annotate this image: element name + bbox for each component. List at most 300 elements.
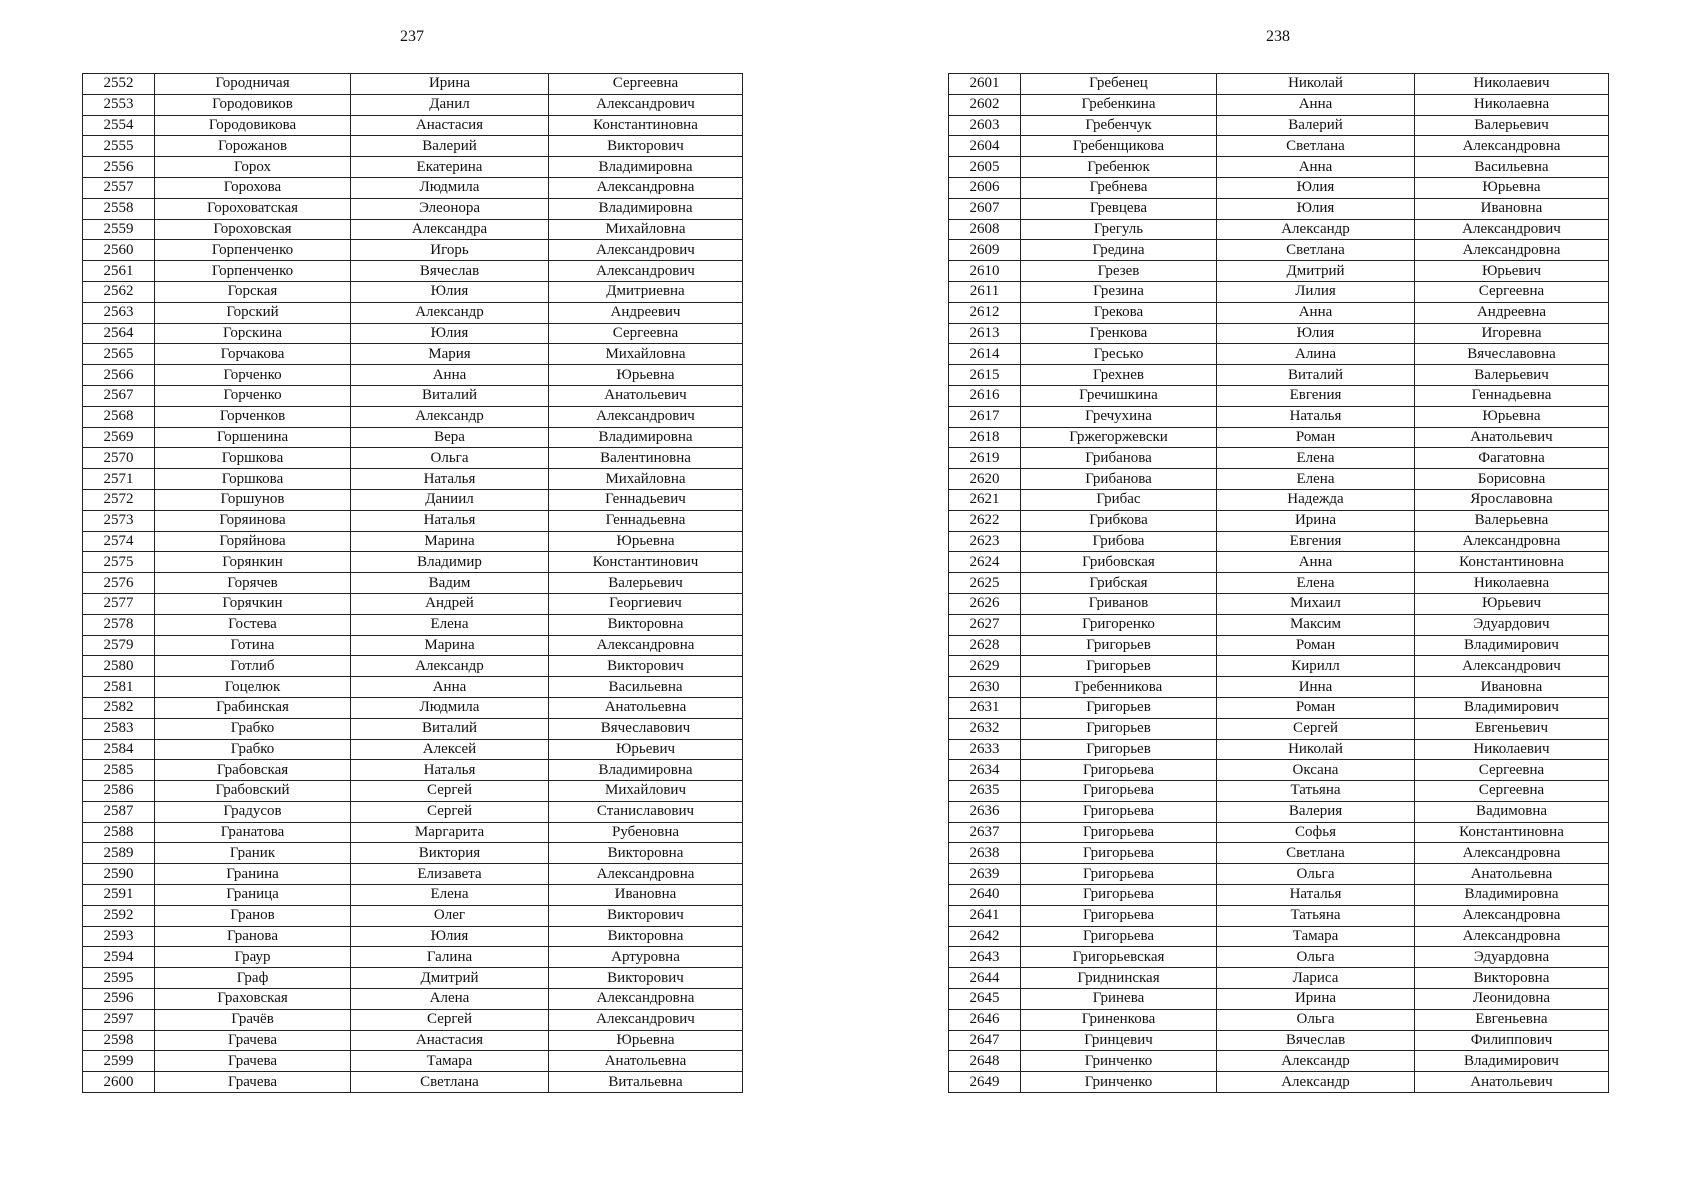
first-name-cell: Виталий: [1217, 365, 1415, 386]
table-row: [949, 1030, 1609, 1051]
row-number-cell: 2580: [83, 656, 155, 677]
patronymic-cell: Михайловна: [549, 219, 743, 240]
patronymic-cell: Игоревна: [1415, 323, 1609, 344]
row-number-cell: 2575: [83, 552, 155, 573]
table-row: [83, 1072, 743, 1093]
table-row: [949, 448, 1609, 469]
table-row: [949, 365, 1609, 386]
last-name-cell: Горшкова: [155, 469, 351, 490]
row-number-cell: 2590: [83, 864, 155, 885]
last-name-cell: Гребенец: [1021, 74, 1217, 95]
patronymic-cell: Витальевна: [549, 1072, 743, 1093]
first-name-cell: Алексей: [351, 739, 549, 760]
first-name-cell: Ольга: [1217, 864, 1415, 885]
first-name-cell: Валерия: [1217, 801, 1415, 822]
table-row: [83, 1030, 743, 1051]
patronymic-cell: Ивановна: [549, 885, 743, 906]
patronymic-cell: Ярославовна: [1415, 489, 1609, 510]
row-number-cell: 2572: [83, 489, 155, 510]
table-row: [949, 905, 1609, 926]
first-name-cell: Марина: [351, 635, 549, 656]
patronymic-cell: Валерьевич: [1415, 115, 1609, 136]
patronymic-cell: Валерьевна: [1415, 510, 1609, 531]
table-row: [949, 926, 1609, 947]
row-number-cell: 2634: [949, 760, 1021, 781]
row-number-cell: 2614: [949, 344, 1021, 365]
first-name-cell: Александр: [1217, 1051, 1415, 1072]
row-number-cell: 2557: [83, 177, 155, 198]
row-number-cell: 2552: [83, 74, 155, 95]
first-name-cell: Роман: [1217, 427, 1415, 448]
first-name-cell: Михаил: [1217, 593, 1415, 614]
patronymic-cell: Михайлович: [549, 781, 743, 802]
last-name-cell: Гринева: [1021, 989, 1217, 1010]
last-name-cell: Горяинова: [155, 510, 351, 531]
last-name-cell: Гречухина: [1021, 406, 1217, 427]
patronymic-cell: Евгеньевна: [1415, 1009, 1609, 1030]
row-number-cell: 2643: [949, 947, 1021, 968]
last-name-cell: Грезев: [1021, 261, 1217, 282]
row-number-cell: 2637: [949, 822, 1021, 843]
table-row: [83, 593, 743, 614]
last-name-cell: Гриванов: [1021, 593, 1217, 614]
first-name-cell: Максим: [1217, 614, 1415, 635]
table-row: [83, 926, 743, 947]
last-name-cell: Городовикова: [155, 115, 351, 136]
table-row: [83, 448, 743, 469]
last-name-cell: Горченко: [155, 365, 351, 386]
row-number-cell: 2605: [949, 157, 1021, 178]
last-name-cell: Гранатова: [155, 822, 351, 843]
registry-table-body: [83, 74, 743, 1093]
row-number-cell: 2585: [83, 760, 155, 781]
last-name-cell: Гребенчук: [1021, 115, 1217, 136]
last-name-cell: Горпенченко: [155, 261, 351, 282]
patronymic-cell: Викторовна: [549, 926, 743, 947]
first-name-cell: Ольга: [351, 448, 549, 469]
table-row: [949, 323, 1609, 344]
table-row: [949, 385, 1609, 406]
patronymic-cell: Юрьевна: [549, 365, 743, 386]
last-name-cell: Гриненкова: [1021, 1009, 1217, 1030]
table-row: [83, 822, 743, 843]
row-number-cell: 2593: [83, 926, 155, 947]
table-row: [83, 552, 743, 573]
first-name-cell: Анна: [1217, 302, 1415, 323]
row-number-cell: 2558: [83, 198, 155, 219]
last-name-cell: Григорьева: [1021, 822, 1217, 843]
table-row: [83, 697, 743, 718]
patronymic-cell: Сергеевна: [1415, 760, 1609, 781]
patronymic-cell: Александровна: [549, 864, 743, 885]
page-number: 238: [1266, 28, 1290, 45]
patronymic-cell: Вячеславовна: [1415, 344, 1609, 365]
row-number-cell: 2628: [949, 635, 1021, 656]
first-name-cell: Элеонора: [351, 198, 549, 219]
row-number-cell: 2649: [949, 1072, 1021, 1093]
last-name-cell: Грабко: [155, 739, 351, 760]
last-name-cell: Григорьев: [1021, 718, 1217, 739]
row-number-cell: 2611: [949, 281, 1021, 302]
patronymic-cell: Анатольевна: [549, 697, 743, 718]
first-name-cell: Анна: [351, 365, 549, 386]
table-row: [949, 781, 1609, 802]
last-name-cell: Гресько: [1021, 344, 1217, 365]
patronymic-cell: Юрьевич: [1415, 593, 1609, 614]
row-number-cell: 2610: [949, 261, 1021, 282]
table-row: [83, 115, 743, 136]
row-number-cell: 2579: [83, 635, 155, 656]
last-name-cell: Граф: [155, 968, 351, 989]
last-name-cell: Гостева: [155, 614, 351, 635]
row-number-cell: 2559: [83, 219, 155, 240]
last-name-cell: Григорьевская: [1021, 947, 1217, 968]
row-number-cell: 2588: [83, 822, 155, 843]
last-name-cell: Григорьев: [1021, 635, 1217, 656]
first-name-cell: Вера: [351, 427, 549, 448]
patronymic-cell: Константиновна: [549, 115, 743, 136]
table-row: [83, 801, 743, 822]
first-name-cell: Наталья: [1217, 885, 1415, 906]
row-number-cell: 2584: [83, 739, 155, 760]
last-name-cell: Гоцелюк: [155, 677, 351, 698]
first-name-cell: Елена: [351, 614, 549, 635]
row-number-cell: 2608: [949, 219, 1021, 240]
table-row: [949, 157, 1609, 178]
last-name-cell: Грабинская: [155, 697, 351, 718]
table-row: [949, 177, 1609, 198]
patronymic-cell: Николаевич: [1415, 74, 1609, 95]
last-name-cell: Григорьева: [1021, 843, 1217, 864]
patronymic-cell: Александровна: [1415, 136, 1609, 157]
patronymic-cell: Анатольевич: [1415, 427, 1609, 448]
last-name-cell: Грибанова: [1021, 448, 1217, 469]
patronymic-cell: Викторович: [549, 968, 743, 989]
patronymic-cell: Викторовна: [549, 843, 743, 864]
first-name-cell: Сергей: [351, 801, 549, 822]
first-name-cell: Валерий: [351, 136, 549, 157]
last-name-cell: Горпенченко: [155, 240, 351, 261]
row-number-cell: 2598: [83, 1030, 155, 1051]
table-row: [83, 968, 743, 989]
table-row: [83, 240, 743, 261]
patronymic-cell: Анатольевна: [549, 1051, 743, 1072]
row-number-cell: 2577: [83, 593, 155, 614]
row-number-cell: 2639: [949, 864, 1021, 885]
last-name-cell: Градусов: [155, 801, 351, 822]
table-row: [83, 157, 743, 178]
last-name-cell: Горохова: [155, 177, 351, 198]
patronymic-cell: Николаевич: [1415, 739, 1609, 760]
patronymic-cell: Викторовна: [1415, 968, 1609, 989]
last-name-cell: Григорьева: [1021, 781, 1217, 802]
row-number-cell: 2599: [83, 1051, 155, 1072]
last-name-cell: Городничая: [155, 74, 351, 95]
first-name-cell: Роман: [1217, 697, 1415, 718]
table-row: [83, 406, 743, 427]
first-name-cell: Вячеслав: [351, 261, 549, 282]
last-name-cell: Гребенникова: [1021, 677, 1217, 698]
patronymic-cell: Юрьевна: [549, 531, 743, 552]
table-row: [83, 302, 743, 323]
row-number-cell: 2596: [83, 989, 155, 1010]
last-name-cell: Горшенина: [155, 427, 351, 448]
table-row: [949, 614, 1609, 635]
first-name-cell: Елизавета: [351, 864, 549, 885]
row-number-cell: 2642: [949, 926, 1021, 947]
table-row: [949, 406, 1609, 427]
last-name-cell: Григорьев: [1021, 697, 1217, 718]
table-row: [83, 843, 743, 864]
patronymic-cell: Геннадьевна: [549, 510, 743, 531]
table-row: [83, 989, 743, 1010]
table-row: [83, 136, 743, 157]
patronymic-cell: Юрьевна: [1415, 406, 1609, 427]
row-number-cell: 2625: [949, 573, 1021, 594]
first-name-cell: Екатерина: [351, 157, 549, 178]
row-number-cell: 2597: [83, 1009, 155, 1030]
first-name-cell: Юлия: [1217, 177, 1415, 198]
patronymic-cell: Николаевна: [1415, 573, 1609, 594]
row-number-cell: 2554: [83, 115, 155, 136]
last-name-cell: Грегуль: [1021, 219, 1217, 240]
patronymic-cell: Михайловна: [549, 344, 743, 365]
first-name-cell: Юлия: [351, 926, 549, 947]
row-number-cell: 2620: [949, 469, 1021, 490]
first-name-cell: Александра: [351, 219, 549, 240]
first-name-cell: Сергей: [351, 781, 549, 802]
row-number-cell: 2565: [83, 344, 155, 365]
first-name-cell: Людмила: [351, 177, 549, 198]
first-name-cell: Виталий: [351, 385, 549, 406]
row-number-cell: 2616: [949, 385, 1021, 406]
last-name-cell: Гречишкина: [1021, 385, 1217, 406]
first-name-cell: Алина: [1217, 344, 1415, 365]
table-row: [949, 510, 1609, 531]
first-name-cell: Лилия: [1217, 281, 1415, 302]
table-row: [83, 885, 743, 906]
last-name-cell: Григорьев: [1021, 656, 1217, 677]
last-name-cell: Грибская: [1021, 573, 1217, 594]
table-row: [83, 385, 743, 406]
first-name-cell: Елена: [351, 885, 549, 906]
last-name-cell: Гржегоржевски: [1021, 427, 1217, 448]
first-name-cell: Александр: [1217, 219, 1415, 240]
table-row: [949, 219, 1609, 240]
patronymic-cell: Владимирович: [1415, 1051, 1609, 1072]
table-row: [83, 94, 743, 115]
table-row: [949, 469, 1609, 490]
first-name-cell: Алена: [351, 989, 549, 1010]
row-number-cell: 2581: [83, 677, 155, 698]
row-number-cell: 2630: [949, 677, 1021, 698]
row-number-cell: 2562: [83, 281, 155, 302]
table-row: [949, 552, 1609, 573]
last-name-cell: Гренкова: [1021, 323, 1217, 344]
patronymic-cell: Александрович: [1415, 656, 1609, 677]
table-row: [949, 1009, 1609, 1030]
last-name-cell: Грекова: [1021, 302, 1217, 323]
table-row: [949, 115, 1609, 136]
last-name-cell: Грабовский: [155, 781, 351, 802]
row-number-cell: 2561: [83, 261, 155, 282]
row-number-cell: 2555: [83, 136, 155, 157]
registry-table-body: [949, 74, 1609, 1093]
row-number-cell: 2627: [949, 614, 1021, 635]
first-name-cell: Вячеслав: [1217, 1030, 1415, 1051]
table-row: [949, 74, 1609, 95]
table-row: [83, 177, 743, 198]
table-row: [949, 739, 1609, 760]
patronymic-cell: Александровна: [1415, 843, 1609, 864]
table-row: [949, 489, 1609, 510]
row-number-cell: 2622: [949, 510, 1021, 531]
first-name-cell: Андрей: [351, 593, 549, 614]
last-name-cell: Граховская: [155, 989, 351, 1010]
row-number-cell: 2640: [949, 885, 1021, 906]
table-row: [949, 677, 1609, 698]
row-number-cell: 2626: [949, 593, 1021, 614]
patronymic-cell: Ивановна: [1415, 677, 1609, 698]
last-name-cell: Гринченко: [1021, 1072, 1217, 1093]
patronymic-cell: Васильевна: [549, 677, 743, 698]
patronymic-cell: Владимирович: [1415, 697, 1609, 718]
row-number-cell: 2621: [949, 489, 1021, 510]
first-name-cell: Татьяна: [1217, 905, 1415, 926]
patronymic-cell: Александровна: [1415, 240, 1609, 261]
last-name-cell: Григорьев: [1021, 739, 1217, 760]
patronymic-cell: Геннадьевич: [549, 489, 743, 510]
patronymic-cell: Юрьевна: [1415, 177, 1609, 198]
row-number-cell: 2553: [83, 94, 155, 115]
table-row: [949, 697, 1609, 718]
last-name-cell: Григорьева: [1021, 905, 1217, 926]
last-name-cell: Гринченко: [1021, 1051, 1217, 1072]
patronymic-cell: Сергеевна: [1415, 281, 1609, 302]
first-name-cell: Александр: [351, 302, 549, 323]
patronymic-cell: Артуровна: [549, 947, 743, 968]
row-number-cell: 2645: [949, 989, 1021, 1010]
first-name-cell: Александр: [1217, 1072, 1415, 1093]
row-number-cell: 2635: [949, 781, 1021, 802]
first-name-cell: Роман: [1217, 635, 1415, 656]
first-name-cell: Игорь: [351, 240, 549, 261]
last-name-cell: Горскина: [155, 323, 351, 344]
table-row: [83, 677, 743, 698]
row-number-cell: 2592: [83, 905, 155, 926]
table-row: [83, 739, 743, 760]
table-row: [949, 94, 1609, 115]
patronymic-cell: Юрьевич: [549, 739, 743, 760]
table-row: [949, 1051, 1609, 1072]
patronymic-cell: Юрьевна: [549, 1030, 743, 1051]
patronymic-cell: Станиславович: [549, 801, 743, 822]
first-name-cell: Валерий: [1217, 115, 1415, 136]
table-row: [83, 905, 743, 926]
patronymic-cell: Валерьевич: [1415, 365, 1609, 386]
patronymic-cell: Владимировна: [549, 760, 743, 781]
first-name-cell: Мария: [351, 344, 549, 365]
first-name-cell: Дмитрий: [351, 968, 549, 989]
table-row: [949, 989, 1609, 1010]
first-name-cell: Наталья: [351, 510, 549, 531]
last-name-cell: Грачева: [155, 1072, 351, 1093]
patronymic-cell: Евгеньевич: [1415, 718, 1609, 739]
row-number-cell: 2570: [83, 448, 155, 469]
row-number-cell: 2574: [83, 531, 155, 552]
row-number-cell: 2623: [949, 531, 1021, 552]
patronymic-cell: Владимировна: [549, 157, 743, 178]
registry-table: [948, 73, 1609, 1093]
patronymic-cell: Эдуардович: [1415, 614, 1609, 635]
first-name-cell: Анна: [1217, 552, 1415, 573]
row-number-cell: 2583: [83, 718, 155, 739]
patronymic-cell: Александрович: [1415, 219, 1609, 240]
table-row: [83, 718, 743, 739]
table-row: [83, 614, 743, 635]
patronymic-cell: Владимирович: [1415, 635, 1609, 656]
table-row: [949, 947, 1609, 968]
row-number-cell: 2589: [83, 843, 155, 864]
table-row: [949, 344, 1609, 365]
patronymic-cell: Константинович: [549, 552, 743, 573]
first-name-cell: Елена: [1217, 448, 1415, 469]
patronymic-cell: Александровна: [1415, 531, 1609, 552]
table-row: [949, 240, 1609, 261]
patronymic-cell: Владимировна: [549, 198, 743, 219]
patronymic-cell: Александровна: [549, 177, 743, 198]
first-name-cell: Анна: [1217, 157, 1415, 178]
last-name-cell: Гранина: [155, 864, 351, 885]
table-row: [83, 947, 743, 968]
first-name-cell: Кирилл: [1217, 656, 1415, 677]
patronymic-cell: Геннадьевна: [1415, 385, 1609, 406]
patronymic-cell: Александровна: [1415, 926, 1609, 947]
table-row: [949, 1072, 1609, 1093]
row-number-cell: 2586: [83, 781, 155, 802]
table-row: [83, 573, 743, 594]
last-name-cell: Гороховская: [155, 219, 351, 240]
row-number-cell: 2568: [83, 406, 155, 427]
patronymic-cell: Александрович: [549, 261, 743, 282]
row-number-cell: 2618: [949, 427, 1021, 448]
row-number-cell: 2606: [949, 177, 1021, 198]
row-number-cell: 2571: [83, 469, 155, 490]
first-name-cell: Анна: [1217, 94, 1415, 115]
table-row: [83, 864, 743, 885]
last-name-cell: Граник: [155, 843, 351, 864]
last-name-cell: Горячев: [155, 573, 351, 594]
row-number-cell: 2609: [949, 240, 1021, 261]
first-name-cell: Марина: [351, 531, 549, 552]
table-row: [83, 489, 743, 510]
first-name-cell: Светлана: [351, 1072, 549, 1093]
last-name-cell: Горожанов: [155, 136, 351, 157]
last-name-cell: Григорьева: [1021, 926, 1217, 947]
table-row: [949, 718, 1609, 739]
table-row: [83, 261, 743, 282]
patronymic-cell: Александровна: [549, 635, 743, 656]
first-name-cell: Маргарита: [351, 822, 549, 843]
first-name-cell: Александр: [351, 656, 549, 677]
last-name-cell: Гребнева: [1021, 177, 1217, 198]
last-name-cell: Грибанова: [1021, 469, 1217, 490]
last-name-cell: Григорьева: [1021, 801, 1217, 822]
row-number-cell: 2631: [949, 697, 1021, 718]
patronymic-cell: Александрович: [549, 94, 743, 115]
patronymic-cell: Борисовна: [1415, 469, 1609, 490]
last-name-cell: Григорьева: [1021, 864, 1217, 885]
